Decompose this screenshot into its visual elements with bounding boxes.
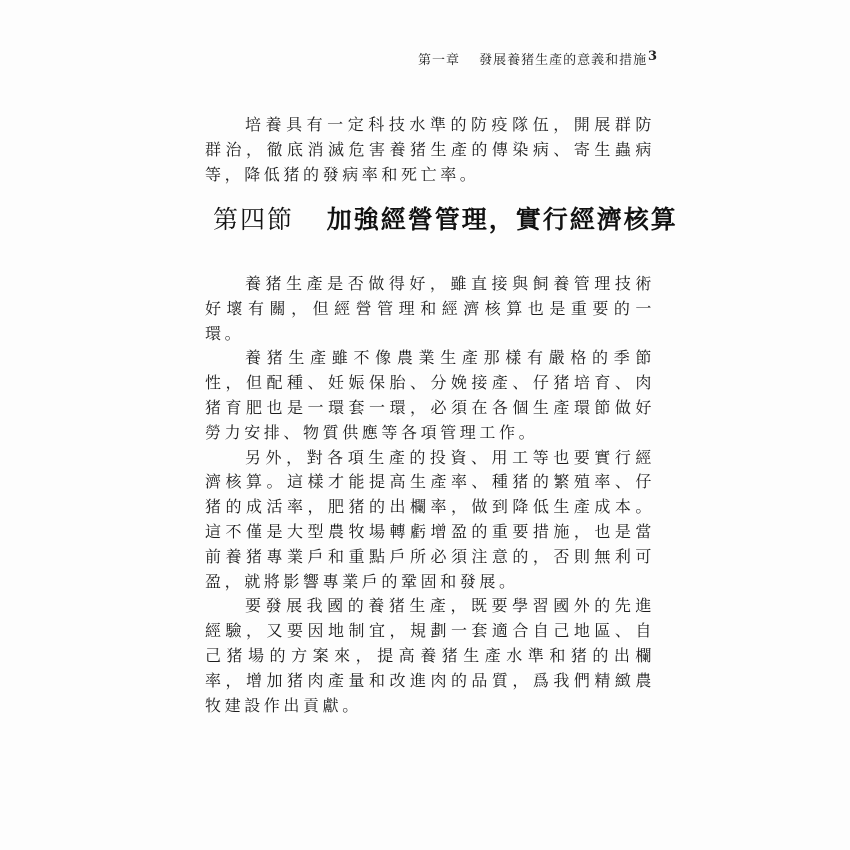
paragraph: 要發展我國的養猪生產，既要學習國外的先進經驗，又要因地制宜，規劃一套適合自己地區、自己猪場的方案來，提高養猪生產水準和猪的出欄率，增加猪肉產量和改進肉的品質，爲我們精緻農牧建設作出貢獻。 [205,596,655,715]
section-body [205,272,655,718]
section-number: 第四節 [213,205,295,234]
chapter-label: 第一章 [418,53,461,68]
section-title: 加強經營管理，實行經濟核算 [326,205,678,234]
page-number: 3 [647,49,658,64]
intro-block [205,113,655,187]
paragraph: 養猪生產是否做得好，雖直接與飼養管理技術好壞有關，但經營管理和經濟核算也是重要的一環。 [205,274,655,343]
paragraph: 另外，對各項生產的投資、用工等也要實行經濟核算。這樣才能提高生產率、種猪的繁殖率、仔猪的成活率，肥猪的出欄率，做到降低生產成本。這不僅是大型農牧場轉虧增盈的重要措施，也是當前養猪專業戶和重點戶所必須注意的，否則無利可盈，就將影響專業戶的鞏固和發展。 [205,447,655,591]
chapter-title: 發展養猪生產的意義和措施 [479,53,648,68]
paragraph: 養猪生產雖不像農業生產那樣有嚴格的季節性，但配種、妊娠保胎、分娩接產、仔猪培育、肉猪育肥也是一環套一環，必須在各個生產環節做好勞力安排、物質供應等各項管理工作。 [205,348,655,442]
running-header [418,49,658,69]
section-heading [213,200,683,236]
intro-paragraph: 培養具有一定科技水準的防疫隊伍，開展群防群治，徹底消滅危害養猪生產的傳染病、寄生蟲病等，降低猪的發病率和死亡率。 [205,115,655,184]
